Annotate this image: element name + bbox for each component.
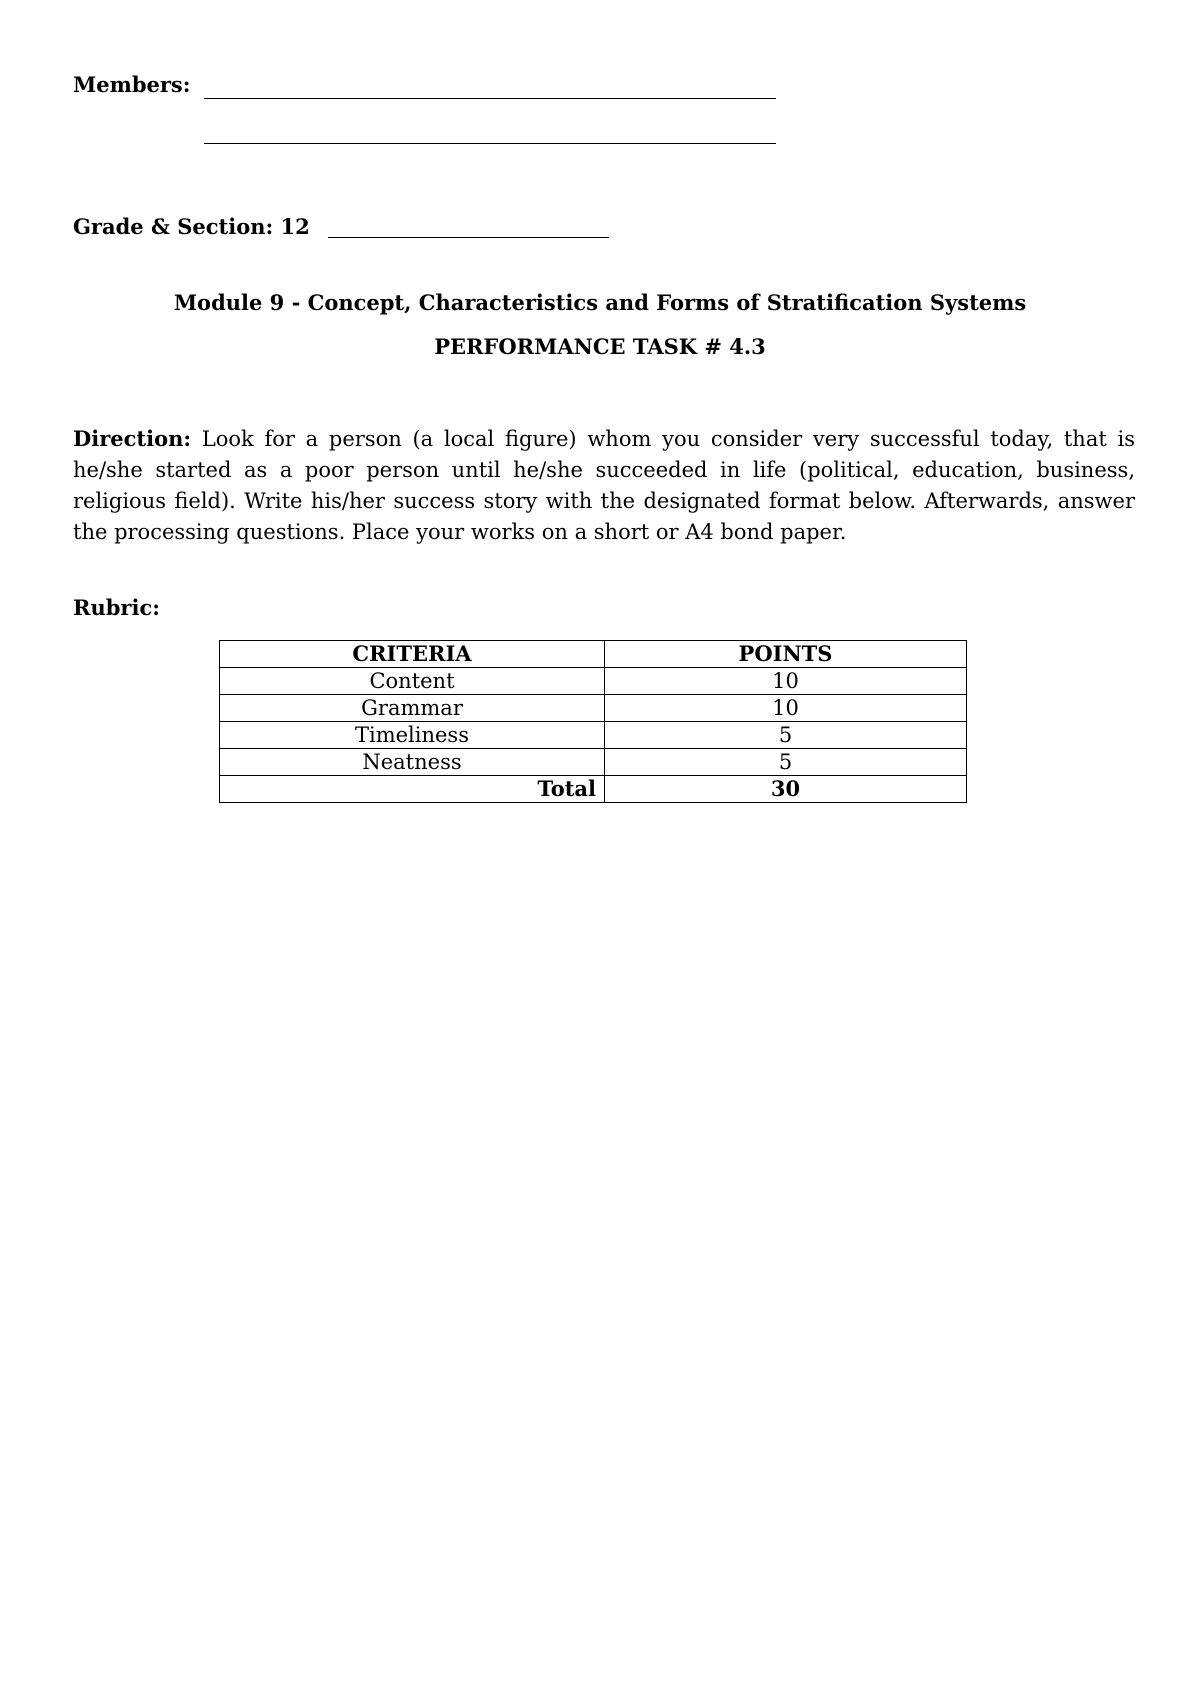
criteria-cell: Timeliness [220, 722, 605, 749]
criteria-cell: Grammar [220, 695, 605, 722]
performance-task-title: PERFORMANCE TASK # 4.3 [434, 334, 766, 359]
rubric-header-row [220, 641, 967, 668]
points-cell: 10 [605, 668, 967, 695]
members-blank-line-2 [204, 143, 776, 144]
members-label [73, 72, 191, 97]
grade-section-label: Grade & Section: 12 [73, 214, 310, 239]
points-cell: 10 [605, 695, 967, 722]
table-row [220, 749, 967, 776]
members-label-text: Members: [73, 72, 191, 97]
table-row [220, 668, 967, 695]
table-row [220, 695, 967, 722]
direction-label: Direction: [73, 426, 192, 451]
table-row [220, 722, 967, 749]
members-blank-line-1 [204, 98, 776, 99]
module-title: Module 9 - Concept, Characteristics and Forms of Stratification Systems [173, 290, 1027, 315]
criteria-cell: Neatness [220, 749, 605, 776]
criteria-cell: Content [220, 668, 605, 695]
rubric-table [219, 640, 967, 803]
direction-text: Look for a person (a local figure) whom you consider very successful today, that is he/she started as a poor person until he/she succeeded in life (political, education, business, religious field). Write his/her success story with the designated format below. Afterwards, answer the processing questions. Place your works on a short or A4 bond paper. [73, 427, 1135, 544]
total-label: Total [220, 776, 605, 803]
rubric-label: Rubric: [73, 595, 160, 620]
total-row [220, 776, 967, 803]
grade-section-blank-line [328, 237, 609, 238]
points-header: POINTS [605, 641, 967, 668]
points-cell: 5 [605, 722, 967, 749]
direction-paragraph [73, 423, 1135, 548]
points-cell: 5 [605, 749, 967, 776]
criteria-header: CRITERIA [220, 641, 605, 668]
total-value: 30 [605, 776, 967, 803]
